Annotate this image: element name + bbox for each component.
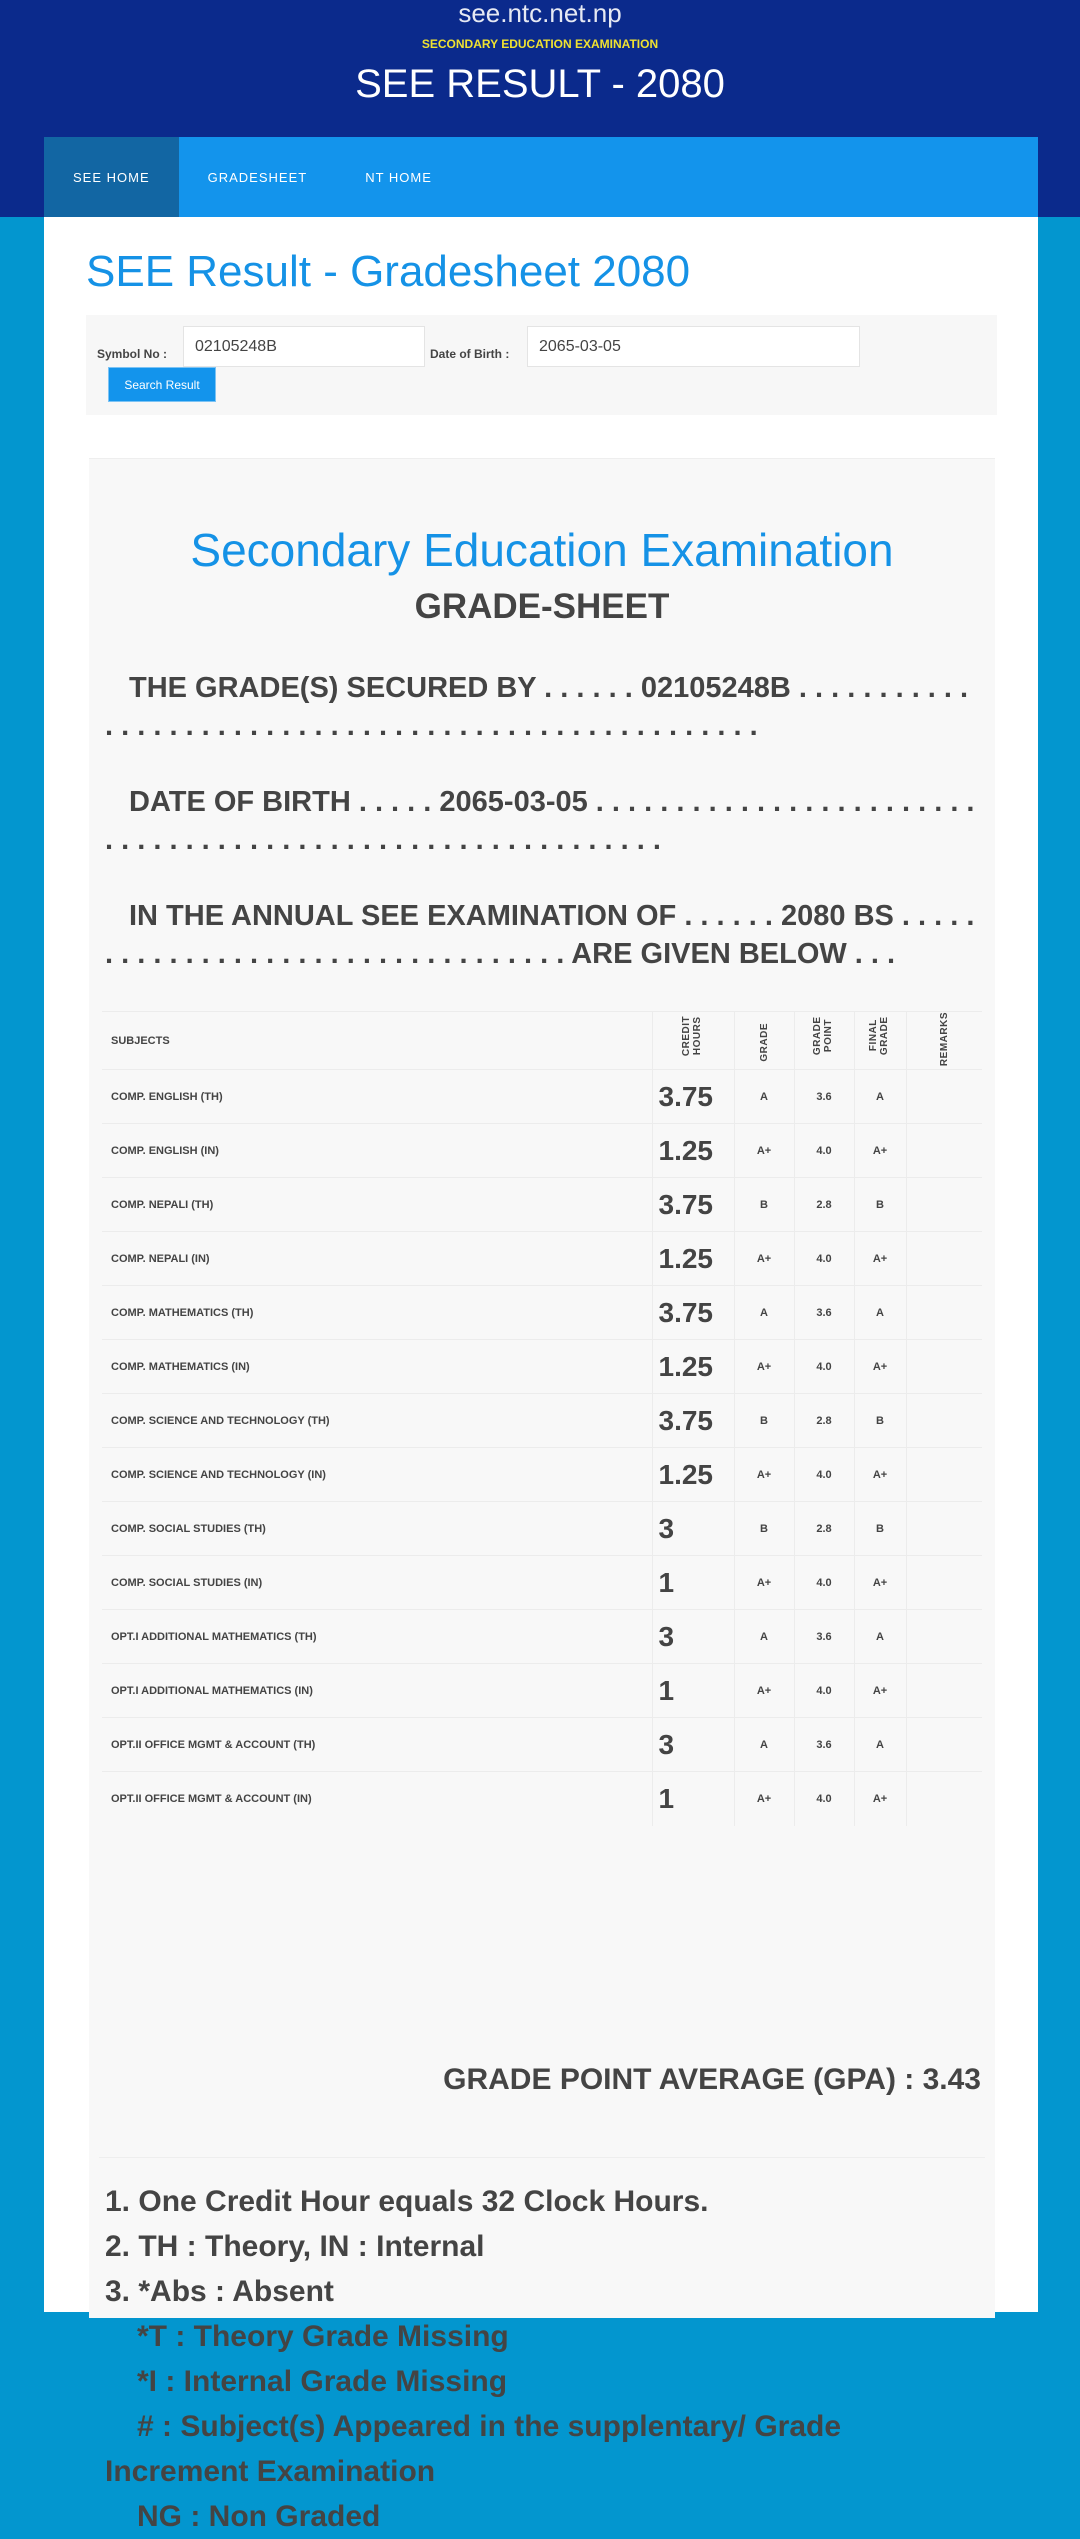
cell-subject: COMP. SCIENCE AND TECHNOLOGY (TH) <box>102 1394 652 1448</box>
cell-grade: A <box>734 1286 794 1340</box>
cell-credit-hours: 1.25 <box>652 1340 734 1394</box>
cell-credit-hours: 3 <box>652 1718 734 1772</box>
cell-final-grade: A <box>854 1718 906 1772</box>
cell-credit-hours: 3 <box>652 1502 734 1556</box>
cell-final-grade: A+ <box>854 1556 906 1610</box>
nav-see-home[interactable]: SEE HOME <box>44 137 179 217</box>
main-content <box>44 217 1038 2533</box>
table-row <box>102 1772 982 1826</box>
cell-grade-point: 4.0 <box>794 1772 854 1826</box>
cell-grade: A <box>734 1070 794 1124</box>
table-row <box>102 1232 982 1286</box>
cell-final-grade: B <box>854 1502 906 1556</box>
cell-credit-hours: 1 <box>652 1664 734 1718</box>
sheet-heading: Secondary Education Examination <box>190 524 894 576</box>
cell-final-grade: A <box>854 1070 906 1124</box>
col-remarks-label: REMARKS <box>938 1012 950 1067</box>
symbol-input[interactable]: 02105248B <box>183 326 425 367</box>
cell-credit-hours: 1 <box>652 1772 734 1826</box>
cell-grade-point: 2.8 <box>794 1178 854 1232</box>
cell-grade-point: 3.6 <box>794 1718 854 1772</box>
col-final-grade-label: FINAL GRADE <box>868 1016 890 1055</box>
cell-subject: COMP. SOCIAL STUDIES (IN) <box>102 1556 652 1610</box>
col-grade <box>734 1012 794 1070</box>
divider <box>99 2157 985 2158</box>
table-row <box>102 1502 982 1556</box>
cell-final-grade: A+ <box>854 1772 906 1826</box>
note: *T : Theory Grade Missing <box>137 2320 509 2353</box>
cell-credit-hours: 3.75 <box>652 1178 734 1232</box>
sheet-subheading: GRADE-SHEET <box>414 587 670 626</box>
header-title: SEE RESULT - 2080 <box>355 62 725 106</box>
grades-table <box>102 1011 982 1826</box>
nav-gradesheet[interactable]: GRADESHEET <box>207 169 308 185</box>
table-row <box>102 1664 982 1718</box>
cell-remarks <box>906 1610 982 1664</box>
col-credit-hours <box>652 1012 734 1070</box>
cell-grade: B <box>734 1178 794 1232</box>
cell-grade: A+ <box>734 1340 794 1394</box>
cell-remarks <box>906 1448 982 1502</box>
exam-line: IN THE ANNUAL SEE EXAMINATION OF . . . . . . 2080 BS . . . . . . . . . . . . . . . . . . . . . . . . . . . . . . . . . . ARE GIVEN BELOW . . . <box>105 900 975 970</box>
cell-credit-hours: 3 <box>652 1610 734 1664</box>
cell-subject: COMP. ENGLISH (TH) <box>102 1070 652 1124</box>
cell-subject: OPT.I ADDITIONAL MATHEMATICS (TH) <box>102 1610 652 1664</box>
cell-grade: B <box>734 1394 794 1448</box>
cell-subject: COMP. NEPALI (IN) <box>102 1232 652 1286</box>
table-row <box>102 1124 982 1178</box>
cell-grade: A <box>734 1610 794 1664</box>
cell-credit-hours: 3.75 <box>652 1070 734 1124</box>
cell-final-grade: A+ <box>854 1124 906 1178</box>
cell-subject: COMP. SCIENCE AND TECHNOLOGY (IN) <box>102 1448 652 1502</box>
nav-nt-home[interactable]: NT HOME <box>365 169 432 185</box>
col-subjects: SUBJECTS <box>102 1012 652 1070</box>
cell-remarks <box>906 1232 982 1286</box>
table-header <box>102 1012 982 1070</box>
cell-subject: OPT.II OFFICE MGMT & ACCOUNT (IN) <box>102 1772 652 1826</box>
cell-final-grade: B <box>854 1178 906 1232</box>
dob-input[interactable]: 2065-03-05 <box>527 326 860 367</box>
gradesheet <box>89 458 995 2533</box>
cell-grade-point: 3.6 <box>794 1610 854 1664</box>
note: Increment Examination <box>105 2455 436 2488</box>
cell-remarks <box>906 1070 982 1124</box>
cell-grade-point: 4.0 <box>794 1556 854 1610</box>
note: *I : Internal Grade Missing <box>137 2365 508 2398</box>
cell-grade-point: 4.0 <box>794 1664 854 1718</box>
cell-grade-point: 4.0 <box>794 1448 854 1502</box>
cell-grade-point: 4.0 <box>794 1340 854 1394</box>
note: 3. *Abs : Absent <box>105 2275 334 2308</box>
cell-grade: A+ <box>734 1772 794 1826</box>
cell-subject: COMP. NEPALI (TH) <box>102 1178 652 1232</box>
search-result-button[interactable]: Search Result <box>108 367 216 402</box>
cell-remarks <box>906 1664 982 1718</box>
table-row <box>102 1448 982 1502</box>
secured-by-line: THE GRADE(S) SECURED BY . . . . . . 02105248B . . . . . . . . . . . . . . . . . . . . . . . . . . . . . . . . . . . . . . . . . . . . . . . . . . . . <box>105 672 969 742</box>
table-row <box>102 1340 982 1394</box>
cell-remarks <box>906 1718 982 1772</box>
cell-grade-point: 3.6 <box>794 1286 854 1340</box>
cell-remarks <box>906 1556 982 1610</box>
cell-final-grade: B <box>854 1394 906 1448</box>
cell-grade: A+ <box>734 1232 794 1286</box>
cell-grade-point: 2.8 <box>794 1394 854 1448</box>
cell-grade: B <box>734 1502 794 1556</box>
cell-final-grade: A+ <box>854 1664 906 1718</box>
cell-credit-hours: 1.25 <box>652 1232 734 1286</box>
gpa: GRADE POINT AVERAGE (GPA) : 3.43 <box>443 2063 981 2096</box>
col-remarks <box>906 1012 982 1070</box>
note: NG : Non Graded <box>137 2500 381 2533</box>
cell-final-grade: A+ <box>854 1448 906 1502</box>
cell-grade: A+ <box>734 1124 794 1178</box>
cell-credit-hours: 1 <box>652 1556 734 1610</box>
cell-final-grade: A+ <box>854 1232 906 1286</box>
cell-subject: OPT.I ADDITIONAL MATHEMATICS (IN) <box>102 1664 652 1718</box>
cell-remarks <box>906 1340 982 1394</box>
cell-grade: A+ <box>734 1664 794 1718</box>
note: 2. TH : Theory, IN : Internal <box>105 2230 485 2263</box>
col-grade-label: GRADE <box>758 1023 770 1063</box>
cell-remarks <box>906 1394 982 1448</box>
cell-subject: COMP. ENGLISH (IN) <box>102 1124 652 1178</box>
nav-bar <box>44 137 1038 217</box>
cell-subject: COMP. MATHEMATICS (IN) <box>102 1340 652 1394</box>
table-row <box>102 1610 982 1664</box>
cell-subject: COMP. MATHEMATICS (TH) <box>102 1286 652 1340</box>
cell-grade-point: 4.0 <box>794 1232 854 1286</box>
cell-grade: A+ <box>734 1556 794 1610</box>
table-row <box>102 1286 982 1340</box>
cell-grade: A <box>734 1718 794 1772</box>
note: # : Subject(s) Appeared in the supplentary/ Grade <box>137 2410 842 2443</box>
dob-line: DATE OF BIRTH . . . . . 2065-03-05 . . . . . . . . . . . . . . . . . . . . . . . . . . . . . . . . . . . . . . . . . . . . . . . . . . . . . . . . . . . <box>105 786 975 856</box>
cell-credit-hours: 3.75 <box>652 1286 734 1340</box>
dob-label: Date of Birth : <box>430 347 510 361</box>
cell-remarks <box>906 1772 982 1826</box>
cell-subject: OPT.II OFFICE MGMT & ACCOUNT (TH) <box>102 1718 652 1772</box>
cell-remarks <box>906 1502 982 1556</box>
note: 1. One Credit Hour equals 32 Clock Hours. <box>105 2185 709 2218</box>
cell-subject: COMP. SOCIAL STUDIES (TH) <box>102 1502 652 1556</box>
table-row <box>102 1556 982 1610</box>
col-grade-point <box>794 1012 854 1070</box>
page-title: SEE Result - Gradesheet 2080 <box>86 247 691 296</box>
cell-credit-hours: 3.75 <box>652 1394 734 1448</box>
cell-credit-hours: 1.25 <box>652 1124 734 1178</box>
header-subtitle: SECONDARY EDUCATION EXAMINATION <box>421 37 659 51</box>
cell-remarks <box>906 1178 982 1232</box>
table-row <box>102 1178 982 1232</box>
table-row <box>102 1394 982 1448</box>
cell-final-grade: A <box>854 1610 906 1664</box>
cell-remarks <box>906 1286 982 1340</box>
cell-final-grade: A <box>854 1286 906 1340</box>
cell-grade-point: 3.6 <box>794 1070 854 1124</box>
symbol-label: Symbol No : <box>97 347 168 361</box>
table-row <box>102 1718 982 1772</box>
search-form <box>86 315 997 415</box>
cell-credit-hours: 1.25 <box>652 1448 734 1502</box>
cell-grade-point: 2.8 <box>794 1502 854 1556</box>
cell-grade: A+ <box>734 1448 794 1502</box>
cell-remarks <box>906 1124 982 1178</box>
site-url: see.ntc.net.np <box>458 0 622 28</box>
notes <box>105 2179 841 2539</box>
cell-final-grade: A+ <box>854 1340 906 1394</box>
table-row <box>102 1070 982 1124</box>
cell-grade-point: 4.0 <box>794 1124 854 1178</box>
col-final-grade <box>854 1012 906 1070</box>
col-credit-hours-label: CREDIT HOURS <box>681 1015 703 1056</box>
col-grade-point-label: GRADE POINT <box>812 1016 834 1055</box>
